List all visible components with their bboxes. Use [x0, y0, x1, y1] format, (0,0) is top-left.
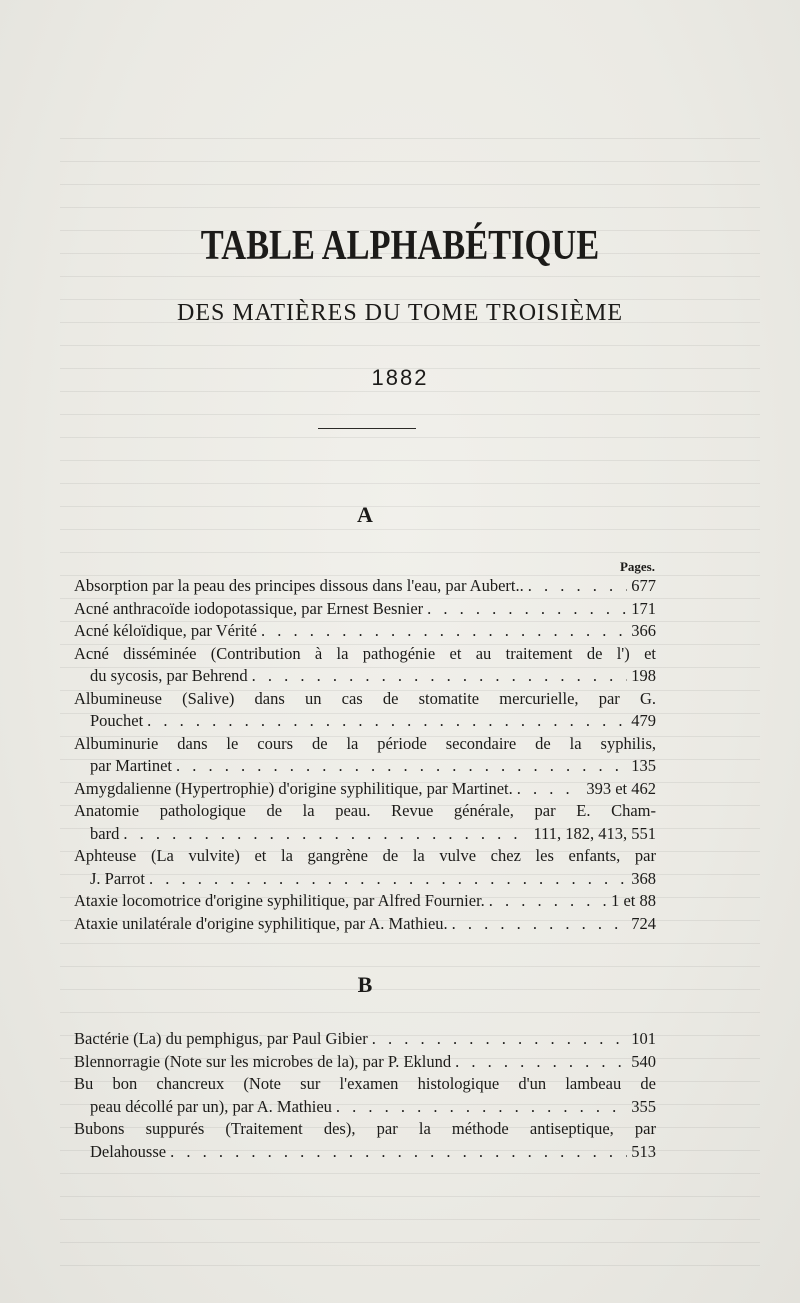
leader-dots: [427, 598, 627, 621]
index-entry-line: [74, 823, 656, 846]
entry-text: Acné anthracoïde iodopotassique, par Ernest Besnier: [74, 598, 424, 618]
index-entry-line: [74, 890, 656, 913]
page-number: 101: [631, 1029, 656, 1048]
index-entry: [74, 913, 656, 936]
volume-year: 1882: [371, 365, 429, 390]
index-entry: [74, 845, 656, 890]
leader-dots: [176, 755, 627, 778]
index-entry: [74, 1118, 656, 1163]
leader-dots: [170, 1141, 627, 1164]
entry-text: Albumineuse (Salive) dans un cas de stomatite mercurielle, par G.: [74, 688, 656, 708]
page-subtitle: DES MATIÈRES DU TOME TROISIÈME: [176, 300, 624, 326]
index-entry-line: [74, 755, 656, 778]
index-entry-line: [74, 1118, 656, 1141]
leader-dots: [147, 710, 627, 733]
entry-text: Ataxie locomotrice d'origine syphilitique, par Alfred Fournier.: [74, 891, 485, 910]
index-entry: [74, 598, 656, 621]
index-entry: [74, 890, 656, 913]
index-entry-line: [74, 1073, 656, 1096]
leader-dots: [252, 665, 628, 688]
index-entry: [74, 733, 656, 778]
index-entry: [74, 620, 656, 643]
page-number: 355: [631, 1096, 656, 1116]
entry-text: Pouchet: [90, 711, 144, 730]
leader-dots: [455, 1051, 627, 1074]
entry-text: Delahousse: [90, 1141, 167, 1161]
entry-text: J. Parrot: [90, 868, 145, 888]
entry-text: par Martinet: [90, 756, 173, 775]
entry-text: Bubons suppurés (Traitement des), par la méthode antiseptique, par: [74, 1119, 656, 1138]
entry-text: Bu bon chancreux (Note sur l'examen histologique d'un lambeau de: [74, 1074, 656, 1093]
index-entry-line: [74, 800, 656, 823]
index-entry-line: [74, 1028, 656, 1051]
entry-text: Absorption par la peau des principes dissous dans l'eau, par Aubert..: [74, 576, 524, 595]
entry-text: Anatomie pathologique de la peau. Revue générale, par E. Cham-: [74, 801, 656, 820]
title-divider: [318, 428, 416, 429]
page-number: 677: [631, 576, 656, 595]
section-letter-b: B: [357, 972, 373, 997]
index-entry-line: [74, 598, 656, 621]
leader-dots: [372, 1028, 628, 1051]
page-number: 366: [631, 621, 656, 640]
leader-dots: [452, 913, 628, 936]
index-entry-line: [74, 1141, 656, 1164]
index-entry: [74, 778, 656, 801]
entry-text: du sycosis, par Behrend: [90, 666, 248, 685]
index-entry-line: [74, 575, 656, 598]
entry-text: Amygdalienne (Hypertrophie) d'origine syphilitique, par Martinet.: [74, 778, 513, 798]
index-entry-line: [74, 913, 656, 936]
pages-column-label: Pages.: [619, 559, 655, 574]
index-entry-line: [74, 620, 656, 643]
page-number: 479: [631, 711, 656, 730]
entry-text: peau décollé par un), par A. Mathieu: [90, 1096, 332, 1116]
leader-dots: [261, 620, 627, 643]
page-number: 393 et 462: [586, 778, 656, 798]
leader-dots: [149, 868, 627, 891]
page-number: 135: [631, 756, 656, 775]
section-letter-a: A: [357, 502, 373, 527]
page-title: TABLE ALPHABÉTIQUE: [200, 223, 600, 269]
entry-text: Acné kéloïdique, par Vérité: [74, 621, 257, 640]
index-list-b: [74, 1028, 656, 1163]
index-entry: [74, 1051, 656, 1074]
page-number: 368: [631, 868, 656, 888]
page-number: 1 et 88: [611, 891, 656, 910]
leader-dots: [336, 1096, 627, 1119]
index-entry: [74, 800, 656, 845]
index-entry: [74, 1028, 656, 1051]
leader-dots: [528, 575, 628, 598]
entry-text: Albuminurie dans le cours de la période secondaire de la syphilis,: [74, 733, 656, 753]
page-number: 198: [631, 666, 656, 685]
index-entry: [74, 575, 656, 598]
index-entry-line: [74, 688, 656, 711]
page-number: 513: [631, 1141, 656, 1161]
index-entry-line: [74, 733, 656, 756]
index-entry: [74, 1073, 656, 1118]
index-entry-line: [74, 1096, 656, 1119]
index-entry: [74, 643, 656, 688]
entry-text: bard: [90, 823, 120, 843]
index-entry-line: [74, 1051, 656, 1074]
entry-text: Bactérie (La) du pemphigus, par Paul Gibier: [74, 1029, 368, 1048]
index-entry: [74, 688, 656, 733]
leader-dots: [489, 890, 607, 913]
entry-text: Aphteuse (La vulvite) et la gangrène de la vulve chez les enfants, par: [74, 846, 656, 865]
entry-text: Blennorragie (Note sur les microbes de la), par P. Eklund: [74, 1051, 452, 1071]
leader-dots: [123, 823, 529, 846]
page-number: 171: [631, 598, 656, 618]
page-number: 111, 182, 413, 551: [533, 823, 656, 843]
index-list-a: [74, 575, 656, 935]
index-entry-line: [74, 868, 656, 891]
entry-text: Ataxie unilatérale d'origine syphilitique, par A. Mathieu.: [74, 913, 448, 933]
entry-text: Acné disséminée (Contribution à la pathogénie et au traitement de l') et: [74, 643, 656, 663]
page-number: 540: [631, 1051, 656, 1071]
leader-dots: [517, 778, 583, 801]
index-entry-line: [74, 710, 656, 733]
index-entry-line: [74, 845, 656, 868]
index-entry-line: [74, 643, 656, 666]
index-entry-line: [74, 665, 656, 688]
index-entry-line: [74, 778, 656, 801]
page-number: 724: [631, 913, 656, 933]
